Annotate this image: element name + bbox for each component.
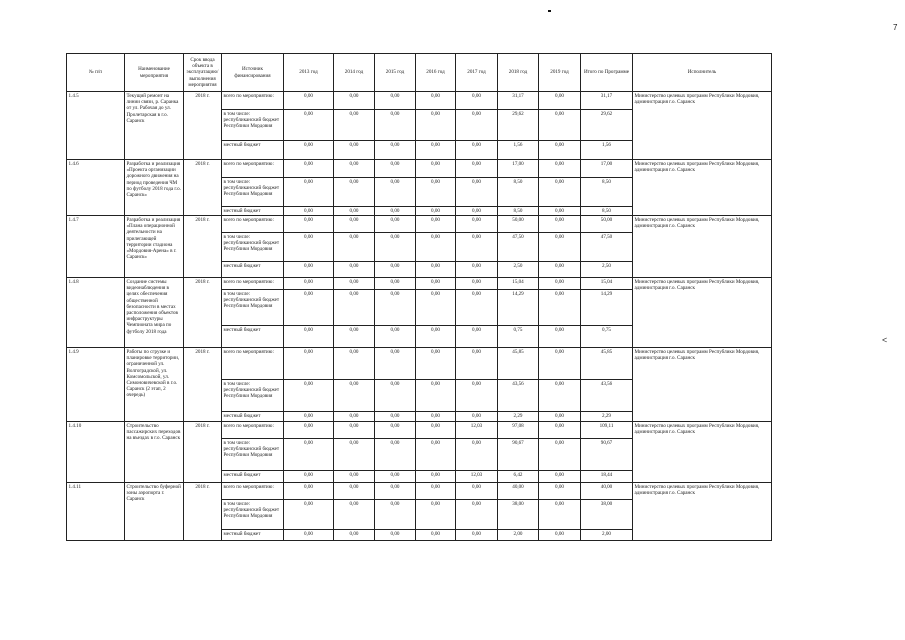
year-value: 2,50 — [497, 261, 538, 277]
year-value: 0,00 — [455, 159, 497, 177]
funding-source: всего по мероприятию: — [221, 215, 283, 232]
year-value: 0,00 — [283, 347, 333, 379]
year-value: 8,50 — [497, 177, 538, 206]
year-value: 0,00 — [283, 379, 333, 411]
program-total-value: 15,04 — [580, 277, 632, 289]
year-value: 0,00 — [455, 482, 497, 499]
year-value: 0,00 — [333, 277, 374, 289]
year-value: 8,50 — [497, 206, 538, 215]
program-total-value: 2,50 — [580, 261, 632, 277]
program-total-value: 31,17 — [580, 91, 632, 109]
item-executor: Министерство целевых программ Республики Мордовия, администрация г.о. Саранск — [632, 482, 772, 541]
year-value: 0,75 — [497, 325, 538, 347]
year-value: 0,00 — [455, 91, 497, 109]
col-executor-header: Исполнитель — [632, 53, 772, 91]
year-value: 12,03 — [455, 421, 497, 438]
year-value: 97,08 — [497, 421, 538, 438]
year-value: 0,00 — [538, 232, 580, 261]
col-2013-header: 2013 год — [283, 53, 333, 91]
year-value: 0,00 — [415, 379, 455, 411]
year-value: 0,00 — [333, 215, 374, 232]
year-value: 0,00 — [283, 232, 333, 261]
item-name: Создание системы видеонаблюдения в целях обеспечения общественной безопасности в местах расположения объектов инфраструктуры Чемпионата мира по футболу 2018 года — [124, 277, 183, 347]
program-total-value: 50,00 — [580, 215, 632, 232]
year-value: 0,00 — [415, 529, 455, 541]
col-2017-header: 2017 год — [455, 53, 497, 91]
year-value: 0,00 — [333, 529, 374, 541]
year-value: 40,00 — [497, 482, 538, 499]
program-total-value: 14,29 — [580, 289, 632, 325]
item-term: 2018 г. — [183, 482, 221, 541]
year-value: 0,00 — [374, 438, 415, 470]
year-value: 0,00 — [374, 215, 415, 232]
year-value: 0,00 — [333, 91, 374, 109]
funding-source: всего по мероприятию: — [221, 347, 283, 379]
year-value: 17,00 — [497, 159, 538, 177]
item-number: 1.4.9 — [66, 347, 124, 421]
program-total-value: 18,44 — [580, 470, 632, 482]
year-value: 0,00 — [538, 411, 580, 421]
item-name: Разработка и реализация «Плана операционной деятельности на прилегающей территории стадиона «Мордовия-Арена» в г. Саранск» — [124, 215, 183, 277]
year-value: 0,00 — [283, 482, 333, 499]
year-value: 0,00 — [455, 379, 497, 411]
year-value: 0,00 — [538, 421, 580, 438]
program-total-value: 0,75 — [580, 325, 632, 347]
year-value: 0,00 — [333, 261, 374, 277]
year-value: 0,00 — [415, 325, 455, 347]
year-value: 90,67 — [497, 438, 538, 470]
item-name: Работы по сгрузке и планировке территории, ограниченной ул. Волгоградской, ул. Комсомольской, ул. Симоновичевской в г.о. Саранск (2 этап, 2 очередь) — [124, 347, 183, 421]
item-term: 2018 г. — [183, 215, 221, 277]
funding-source: местный бюджет — [221, 529, 283, 541]
year-value: 0,00 — [415, 347, 455, 379]
item-name: Строительство буферной зоны аэропорта г. Саранск — [124, 482, 183, 541]
col-2014-header: 2014 год — [333, 53, 374, 91]
year-value: 0,00 — [538, 499, 580, 529]
year-value: 0,00 — [333, 438, 374, 470]
year-value: 0,00 — [538, 289, 580, 325]
funding-source: в том числе: республиканский бюджет Республики Мордовия — [221, 379, 283, 411]
year-value: 0,00 — [333, 325, 374, 347]
item-executor: Министерство целевых программ Республики Мордовия, администрация г.о. Саранск — [632, 347, 772, 421]
year-value: 0,00 — [415, 438, 455, 470]
year-value: 0,00 — [415, 91, 455, 109]
year-value: 0,00 — [374, 177, 415, 206]
year-value: 50,00 — [497, 215, 538, 232]
year-value: 0,00 — [374, 482, 415, 499]
year-value: 43,56 — [497, 379, 538, 411]
year-value: 0,00 — [283, 109, 333, 140]
year-value: 0,00 — [333, 411, 374, 421]
program-total-value: 38,00 — [580, 499, 632, 529]
year-value: 0,00 — [374, 261, 415, 277]
funding-source: в том числе: республиканский бюджет Республики Мордовия — [221, 232, 283, 261]
funding-source: в том числе: республиканский бюджет Республики Мордовия — [221, 289, 283, 325]
year-value: 0,00 — [455, 529, 497, 541]
year-value: 0,00 — [374, 140, 415, 159]
funding-source: местный бюджет — [221, 206, 283, 215]
year-value: 15,04 — [497, 277, 538, 289]
year-value: 0,00 — [455, 215, 497, 232]
year-value: 0,00 — [283, 470, 333, 482]
year-value: 0,00 — [455, 177, 497, 206]
year-value: 0,00 — [538, 140, 580, 159]
item-term: 2018 г. — [183, 277, 221, 347]
funding-source: в том числе: республиканский бюджет Республики Мордовия — [221, 438, 283, 470]
year-value: 0,00 — [283, 529, 333, 541]
year-value: 0,00 — [333, 470, 374, 482]
program-total-value: 8,50 — [580, 177, 632, 206]
year-value: 0,00 — [455, 140, 497, 159]
item-executor: Министерство целевых программ Республики Мордовия, администрация г.о. Саранск — [632, 277, 772, 347]
year-value: 0,00 — [374, 421, 415, 438]
year-value: 0,00 — [538, 206, 580, 215]
year-value: 6,42 — [497, 470, 538, 482]
year-value: 0,00 — [283, 289, 333, 325]
year-value: 0,00 — [283, 206, 333, 215]
funding-source: в том числе: республиканский бюджет Республики Мордовия — [221, 177, 283, 206]
year-value: 0,00 — [538, 482, 580, 499]
col-2018-header: 2018 год — [497, 53, 538, 91]
col-2016-header: 2016 год — [415, 53, 455, 91]
year-value: 0,00 — [415, 499, 455, 529]
year-value: 0,00 — [283, 438, 333, 470]
year-value: 0,00 — [538, 109, 580, 140]
year-value: 0,00 — [415, 289, 455, 325]
year-value: 0,00 — [538, 215, 580, 232]
year-value: 0,00 — [333, 140, 374, 159]
year-value: 0,00 — [538, 177, 580, 206]
funding-source: всего по мероприятию: — [221, 277, 283, 289]
program-total-value: 90,67 — [580, 438, 632, 470]
funding-source: всего по мероприятию: — [221, 159, 283, 177]
year-value: 0,00 — [283, 411, 333, 421]
page-number: 7 — [893, 23, 898, 32]
year-value: 0,00 — [455, 289, 497, 325]
year-value: 0,00 — [538, 347, 580, 379]
year-value: 0,00 — [455, 206, 497, 215]
program-total-value: 2,00 — [580, 529, 632, 541]
year-value: 0,00 — [333, 379, 374, 411]
year-value: 0,00 — [538, 470, 580, 482]
year-value: 12,03 — [455, 470, 497, 482]
year-value: 0,00 — [455, 347, 497, 379]
item-executor: Министерство целевых программ Республики Мордовия, администрация г.о. Саранск — [632, 215, 772, 277]
year-value: 29,62 — [497, 109, 538, 140]
year-value: 0,00 — [455, 411, 497, 421]
year-value: 0,00 — [333, 232, 374, 261]
program-total-value: 1,56 — [580, 140, 632, 159]
year-value: 0,00 — [374, 325, 415, 347]
program-total-value: 8,50 — [580, 206, 632, 215]
year-value: 0,00 — [333, 499, 374, 529]
item-number: 1.4.6 — [66, 159, 124, 215]
year-value: 0,00 — [283, 159, 333, 177]
col-term-header: Срок ввода объекта в эксплуатацию/ выполнения мероприятия — [183, 53, 221, 91]
year-value: 0,00 — [333, 482, 374, 499]
year-value: 0,00 — [538, 261, 580, 277]
funding-source: в том числе: республиканский бюджет Республики Мордовия — [221, 109, 283, 140]
funding-source: местный бюджет — [221, 140, 283, 159]
year-value: 0,00 — [415, 261, 455, 277]
year-value: 0,00 — [333, 289, 374, 325]
funding-source: местный бюджет — [221, 470, 283, 482]
year-value: 0,00 — [374, 347, 415, 379]
program-total-value: 40,00 — [580, 482, 632, 499]
year-value: 0,00 — [415, 411, 455, 421]
year-value: 0,00 — [374, 289, 415, 325]
year-value: 14,29 — [497, 289, 538, 325]
year-value: 0,00 — [538, 438, 580, 470]
year-value: 0,00 — [374, 91, 415, 109]
year-value: 0,00 — [374, 206, 415, 215]
year-value: 0,00 — [333, 421, 374, 438]
year-value: 0,00 — [283, 499, 333, 529]
year-value: 0,00 — [374, 232, 415, 261]
year-value: 0,00 — [455, 325, 497, 347]
year-value: 0,00 — [374, 470, 415, 482]
col-name-header: Наименование мероприятия — [124, 53, 183, 91]
year-value: 2,00 — [497, 529, 538, 541]
year-value: 0,00 — [333, 206, 374, 215]
year-value: 0,00 — [374, 411, 415, 421]
year-value: 0,00 — [415, 215, 455, 232]
program-total-value: 29,62 — [580, 109, 632, 140]
year-value: 2,29 — [497, 411, 538, 421]
year-value: 0,00 — [538, 325, 580, 347]
item-number: 1.4.8 — [66, 277, 124, 347]
item-number: 1.4.10 — [66, 421, 124, 482]
year-value: 0,00 — [283, 261, 333, 277]
year-value: 0,00 — [374, 159, 415, 177]
year-value: 0,00 — [455, 232, 497, 261]
funding-source: всего по мероприятию: — [221, 421, 283, 438]
year-value: 0,00 — [333, 159, 374, 177]
program-total-value: 109,11 — [580, 421, 632, 438]
year-value: 38,00 — [497, 499, 538, 529]
year-value: 0,00 — [455, 499, 497, 529]
col-total-header: Итого по Программе — [580, 53, 632, 91]
funding-source: местный бюджет — [221, 261, 283, 277]
year-value: 0,00 — [538, 379, 580, 411]
year-value: 45,85 — [497, 347, 538, 379]
year-value: 0,00 — [283, 140, 333, 159]
year-value: 0,00 — [455, 438, 497, 470]
year-value: 0,00 — [415, 140, 455, 159]
item-executor: Министерство целевых программ Республики Мордовия, администрация г.о. Саранск — [632, 91, 772, 159]
item-term: 2018 г. — [183, 91, 221, 159]
year-value: 0,00 — [374, 109, 415, 140]
program-total-value: 45,85 — [580, 347, 632, 379]
item-number: 1.4.7 — [66, 215, 124, 277]
funding-source: местный бюджет — [221, 325, 283, 347]
item-name: Разработка и реализация «Проекта организации дорожного движения на период проведения ЧМ по футболу 2018 года г.о. Саранск» — [124, 159, 183, 215]
year-value: 0,00 — [415, 232, 455, 261]
funding-source: всего по мероприятию: — [221, 91, 283, 109]
year-value: 0,00 — [283, 91, 333, 109]
col-2019-header: 2019 год — [538, 53, 580, 91]
year-value: 0,00 — [538, 529, 580, 541]
year-value: 0,00 — [374, 277, 415, 289]
year-value: 0,00 — [455, 277, 497, 289]
program-total-value: 17,00 — [580, 159, 632, 177]
year-value: 0,00 — [538, 277, 580, 289]
year-value: 0,00 — [415, 421, 455, 438]
funding-source: в том числе: республиканский бюджет Республики Мордовия — [221, 499, 283, 529]
year-value: 0,00 — [415, 159, 455, 177]
margin-mark: < — [882, 335, 888, 345]
year-value: 0,00 — [415, 177, 455, 206]
year-value: 0,00 — [538, 159, 580, 177]
year-value: 0,00 — [283, 421, 333, 438]
year-value: 0,00 — [374, 529, 415, 541]
year-value: 0,00 — [415, 206, 455, 215]
year-value: 31,17 — [497, 91, 538, 109]
col-2015-header: 2015 год — [374, 53, 415, 91]
item-name: Текущий ремонт на линии связи, р. Саранка от ул. Рабочая до ул. Пролетарская в г.о. Саранск — [124, 91, 183, 159]
year-value: 47,50 — [497, 232, 538, 261]
col-num-header: № п/п — [66, 53, 124, 91]
year-value: 0,00 — [455, 261, 497, 277]
item-executor: Министерство целевых программ Республики Мордовия, администрация г.о. Саранск — [632, 159, 772, 215]
item-term: 2018 г. — [183, 347, 221, 421]
funding-source: местный бюджет — [221, 411, 283, 421]
item-number: 1.4.11 — [66, 482, 124, 541]
year-value: 0,00 — [415, 277, 455, 289]
funding-source: всего по мероприятию: — [221, 482, 283, 499]
year-value: 0,00 — [333, 347, 374, 379]
year-value: 0,00 — [283, 325, 333, 347]
year-value: 1,56 — [497, 140, 538, 159]
year-value: 0,00 — [374, 499, 415, 529]
year-value: 0,00 — [374, 379, 415, 411]
year-value: 0,00 — [333, 177, 374, 206]
year-value: 0,00 — [283, 177, 333, 206]
year-value: 0,00 — [283, 215, 333, 232]
year-value: 0,00 — [455, 109, 497, 140]
year-value: 0,00 — [415, 482, 455, 499]
item-name: Строительство пассажирских переходов на въездах в г.о. Саранск — [124, 421, 183, 482]
item-term: 2018 г. — [183, 159, 221, 215]
col-source-header: Источник финансирования — [221, 53, 283, 91]
year-value: 0,00 — [415, 470, 455, 482]
program-total-value: 43,56 — [580, 379, 632, 411]
program-total-value: 2,29 — [580, 411, 632, 421]
item-term: 2018 г. — [183, 421, 221, 482]
year-value: 0,00 — [333, 109, 374, 140]
year-value: 0,00 — [538, 91, 580, 109]
item-number: 1.4.5 — [66, 91, 124, 159]
program-total-value: 47,50 — [580, 232, 632, 261]
year-value: 0,00 — [415, 109, 455, 140]
item-executor: Министерство целевых программ Республики Мордовия, администрация г.о. Саранск — [632, 421, 772, 482]
year-value: 0,00 — [283, 277, 333, 289]
